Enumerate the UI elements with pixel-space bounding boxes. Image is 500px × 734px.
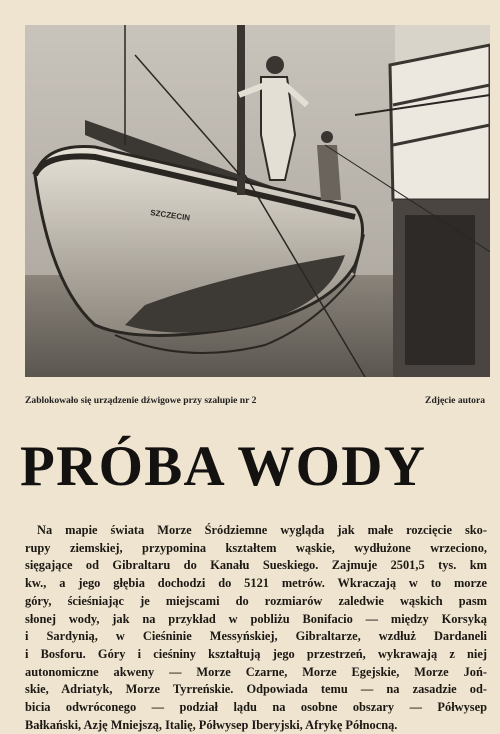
body-line: góry, ścieśniając je miejscami do rozmiarów zaledwie wąskich pasm — [25, 593, 487, 608]
body-line: kw., a jego głębia dochodzi do 5121 metrów. Wkraczają w to morze — [25, 576, 487, 591]
body-line: sięgające od Gibraltaru do Kanału Sueskiego. Zajmuje 2501,5 tys. km — [25, 558, 487, 573]
article-body — [25, 522, 487, 734]
body-line: Na mapie świata Morze Śródziemne wygląda jak małe rozcięcie sko- — [37, 523, 487, 537]
body-line: rupy ziemskiej, przypomina kształtem wąskie, wydłużone wrzeciono, — [25, 540, 487, 555]
photo-caption — [25, 395, 490, 411]
caption-text: Zablokowało się urządzenie dźwigowe przy szalupie nr 2 — [25, 395, 257, 406]
body-line: skie, Adriatyk, Morze Tyrreńskie. Odpowiada temu — na zasadzie od- — [25, 682, 487, 697]
body-line: i Bosforu. Góry i cieśniny kształtują jego przestrzeń, wykrawają z niej — [25, 646, 487, 661]
boat-name: SZCZECIN — [149, 208, 191, 223]
article-photo — [25, 25, 490, 377]
body-line: Bałkański, Azję Mniejszą, Italię, Półwysep Iberyjski, Afrykę Północną. — [25, 717, 398, 732]
photo-credit: Zdjęcie autora — [425, 395, 485, 406]
article-title: PRÓBA WODY — [20, 435, 427, 498]
body-line: słonej wody, jak na przykład w pobliżu Bonifacio — między Korsyką — [25, 611, 487, 626]
body-line: i Sardynią, w Cieśninie Messyńskiej, Gibraltarze, wzdłuż Dardaneli — [25, 629, 487, 644]
body-line: autonomiczne akweny — Morze Czarne, Morze Egejskie, Morze Joń- — [25, 664, 487, 679]
body-line: bicia odwróconego — podział lądu na osobne obszary — Półwysep — [25, 700, 487, 715]
lifeboat-photo-illustration — [25, 25, 490, 377]
